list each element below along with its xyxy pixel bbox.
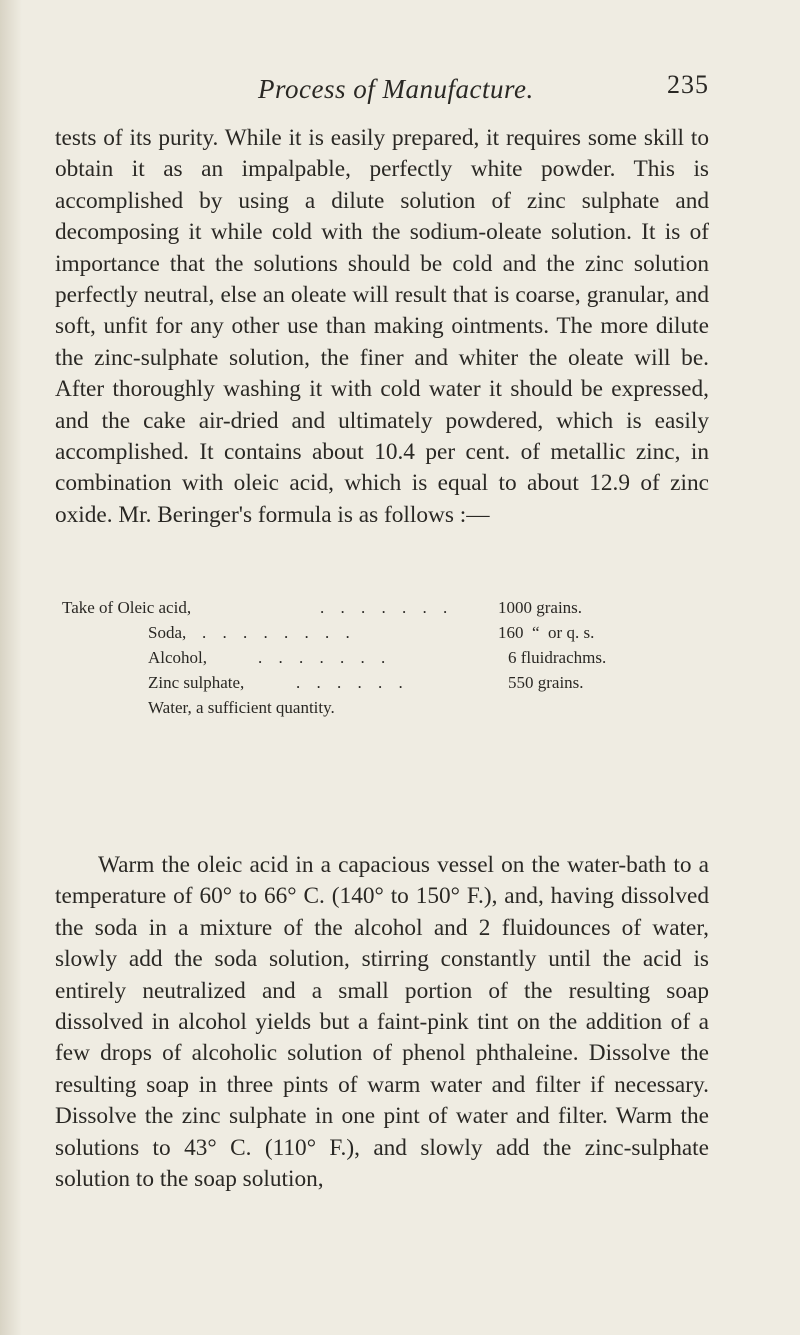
formula-quantity: 1000 grains. — [498, 598, 583, 617]
page-gutter-shadow — [0, 0, 22, 1335]
formula-row-oleic-acid — [62, 595, 702, 620]
running-head — [0, 70, 800, 110]
formula-row-water — [62, 695, 702, 720]
formula-row-alcohol — [62, 645, 702, 670]
page-number: 235 — [667, 70, 709, 99]
formula-ingredient: Take of Oleic acid, — [62, 598, 192, 617]
body-paragraph-2: Warm the oleic acid in a capacious vessel on the water-bath to a temperature of 60° to 66° C. (140° to 150° F.), and, having dissolved the soda in a mixture of the alcohol and 2 fluidounces of water, slowly add the soda solution, stirring constantly until the acid is entirely neutralized and a small portion of the resulting soap dissolved in alcohol yields but a faint-pink tint on the addition of a few drops of alcoholic solution of phenol phthaleine. Dissolve the resulting soap in three pints of warm water and filter if necessary. Dissolve the zinc sulphate in one pint of water and filter. Warm the solutions to 43° C. (110° F.), and slowly add the zinc-sulphate solution to the soap solution, — [55, 852, 709, 1193]
formula-row-zinc-sulphate — [62, 670, 702, 695]
body-paragraph-1: tests of its purity. While it is easily prepared, it requires some skill to obtain it as an impalpable, perfectly white powder. This is accomplished by using a dilute solution of zinc sulphate and decomposing it while cold with the sodium-oleate solution. It is of importance that the solutions should be cold and the zinc solution perfectly neutral, else an oleate will result that is coarse, granular, and soft, unfit for any other use than making ointments. The more dilute the zinc-sulphate solution, the finer and whiter the oleate will be. After thoroughly washing it with cold water it should be expressed, and the cake air-dried and ultimately powdered, which is easily accomplished. It contains about 10.4 per cent. of metallic zinc, in combination with oleic acid, which is equal to about 12.9 of zinc oxide. Mr. Beringer's formula is as follows :— — [55, 125, 709, 528]
running-title: Process of Manufacture. — [258, 74, 534, 104]
formula-leader-dots: . . . . . . . — [320, 598, 454, 617]
formula-ingredient: Alcohol, — [148, 648, 208, 667]
formula-quantity: 550 grains. — [508, 673, 584, 692]
formula-leader-dots: . . . . . . . . — [202, 623, 356, 642]
formula-leader-dots: . . . . . . — [296, 673, 409, 692]
formula-ingredient: Water, a sufficient quantity. — [148, 698, 335, 717]
formula-ingredient: Zinc sulphate, — [148, 673, 245, 692]
formula-table — [62, 595, 702, 720]
formula-quantity: 6 fluidrachms. — [508, 648, 607, 667]
formula-row-soda — [62, 620, 702, 645]
formula-ingredient: Soda, — [148, 623, 187, 642]
formula-quantity: 160 “ or q. s. — [498, 623, 595, 642]
formula-leader-dots: . . . . . . . — [258, 648, 392, 667]
